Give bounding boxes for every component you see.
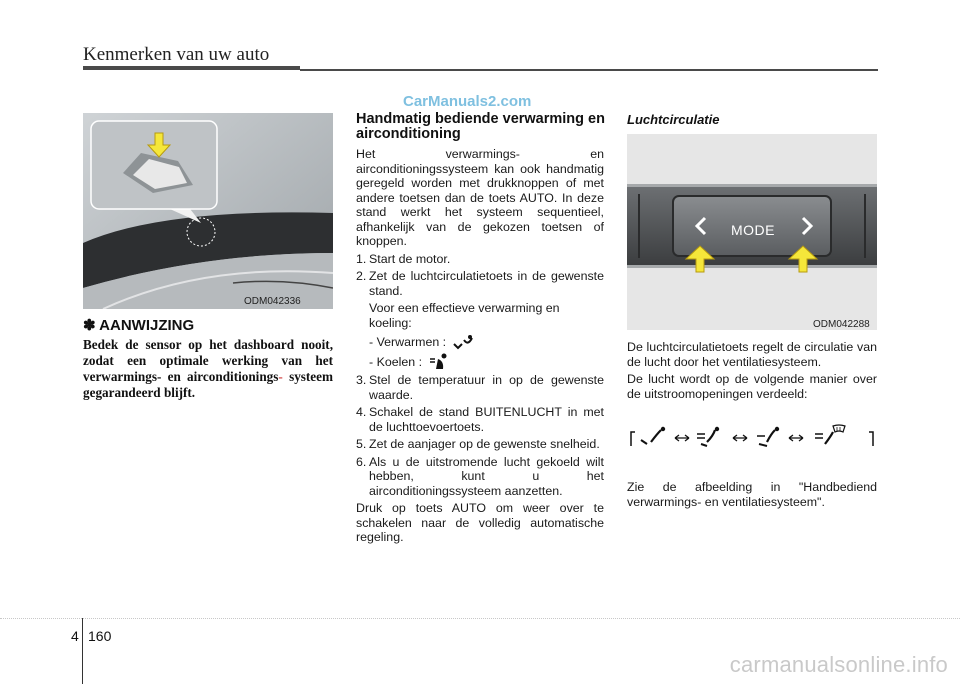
list-item: 5. Zet de aanjager op de gewenste snelheid. bbox=[356, 437, 600, 451]
floor-vent-icon bbox=[452, 334, 474, 350]
page-header-title: Kenmerken van uw auto bbox=[83, 44, 270, 65]
notice-body bbox=[83, 337, 333, 401]
right-reference bbox=[627, 480, 877, 509]
floor-vent-icon bbox=[757, 427, 779, 446]
chapter-number: 4 bbox=[71, 628, 79, 644]
notice-body-hyphen: - bbox=[278, 369, 283, 384]
face-vent-icon bbox=[428, 353, 450, 371]
double-arrow-icon bbox=[851, 435, 865, 441]
middle-body bbox=[356, 147, 604, 548]
cooling-label: - Koelen : bbox=[369, 354, 423, 369]
page-number: 160 bbox=[88, 628, 112, 644]
right-paragraph-1: De luchtcirculatietoets regelt de circulatie van de lucht door het ventilatiesysteem. bbox=[627, 340, 877, 369]
right-paragraph-3: Zie de afbeelding in "Handbediend verwarmings- en ventilatiesysteem". bbox=[627, 480, 877, 509]
sub-intro: Voor een effectieve verwarming en koeling: bbox=[369, 301, 560, 330]
mode-button-label: MODE bbox=[731, 222, 775, 238]
header-bar bbox=[83, 66, 300, 70]
image-code-left: ODM042336 bbox=[244, 296, 301, 307]
list-item: 2. Zet de luchtcirculatietoets in de gewenste stand. bbox=[356, 269, 604, 298]
mode-sequence-diagram bbox=[627, 424, 877, 450]
notice-body-part-1: Bedek de sensor op het dashboard nooit, zodat een optimale werking van het verwarmings- en airconditionings bbox=[83, 337, 333, 384]
header-rule bbox=[300, 69, 878, 71]
right-paragraph-2: De lucht wordt op de volgende manier over de uitstroomopeningen verdeeld: bbox=[627, 372, 877, 401]
bi-level-icon bbox=[697, 427, 719, 446]
cooling-line bbox=[356, 353, 604, 371]
notice-title: ✽ AANWIJZING bbox=[83, 317, 195, 334]
watermark-bottom: carmanualsonline.info bbox=[729, 652, 948, 677]
windshield-sensor-illustration bbox=[83, 113, 333, 309]
windshield-sensor-image bbox=[83, 113, 333, 309]
section-heading: Handmatig bediende verwarming en airconditioning bbox=[356, 111, 605, 142]
list-item: 1. Start de motor. bbox=[356, 251, 451, 266]
footer-rule bbox=[0, 618, 960, 620]
list-item: 3. Stel de temperatuur in op de gewenste waarde. bbox=[356, 373, 604, 402]
list-item: 6. Als u de uitstromende lucht gekoeld wilt hebben, kunt u het airconditioningssysteem aanzetten. bbox=[356, 454, 604, 498]
image-code-right: ODM042288 bbox=[813, 319, 870, 330]
outro-paragraph: Druk op toets AUTO om weer over te schakelen naar de volledig automatische regeling. bbox=[356, 501, 604, 544]
heating-label: - Verwarmen : bbox=[369, 334, 447, 349]
notice-body-part-2: systeem gegarandeerd blijft. bbox=[83, 369, 334, 400]
footer-divider bbox=[82, 618, 83, 684]
right-section-title: Luchtcirculatie bbox=[627, 112, 720, 127]
heating-line bbox=[356, 333, 604, 351]
right-body bbox=[627, 340, 877, 404]
floor-defrost-icon bbox=[815, 425, 845, 444]
double-arrow-icon bbox=[789, 435, 803, 441]
watermark-top: CarManuals2.com bbox=[403, 93, 532, 110]
mode-panel-image bbox=[627, 134, 877, 330]
double-arrow-icon bbox=[733, 435, 747, 441]
face-vent-icon bbox=[641, 427, 665, 444]
list-item: 4. Schakel de stand BUITENLUCHT in met de luchttoevoertoets. bbox=[356, 405, 604, 434]
double-arrow-icon bbox=[675, 435, 689, 441]
intro-paragraph: Het verwarmings- en airconditioningssysteem kan ook handmatig geregeld worden met drukknoppen of met andere toetsen dan de toets AUTO. In deze stand werkt het systeem sequentieel, afhankelijk van de gekozen toetsen of knoppen. bbox=[356, 147, 604, 248]
